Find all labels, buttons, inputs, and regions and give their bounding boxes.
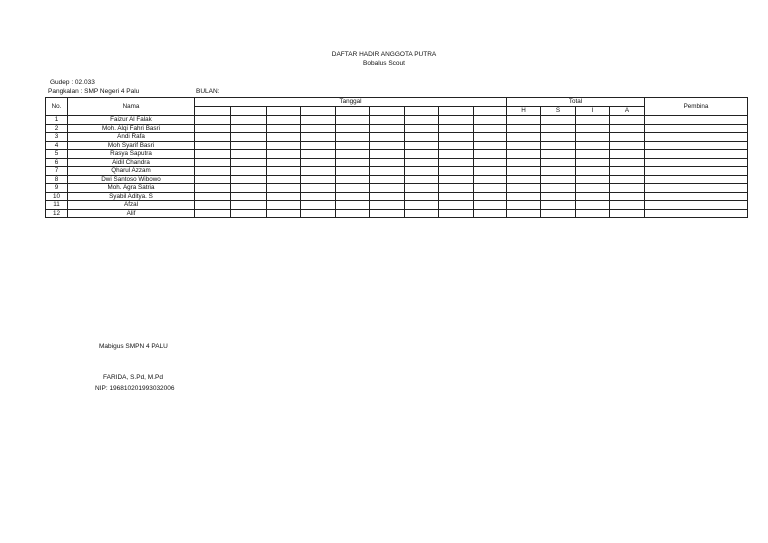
attendance-cell [439,201,474,210]
attendance-cell [231,150,267,159]
attendance-cell [610,150,645,159]
document-title: DAFTAR HADIR ANGGOTA PUTRA [331,51,437,58]
attendance-cell [336,167,370,176]
pangkalan-label: Pangkalan : SMP Negeri 4 Palu [48,88,140,95]
tanggal-cell [474,107,507,116]
attendance-cell [541,192,576,201]
attendance-cell [507,175,541,184]
attendance-cell [439,158,474,167]
attendance-cell [576,150,610,159]
attendance-cell [231,175,267,184]
table-row [46,133,748,142]
attendance-cell [439,184,474,193]
table-row [46,201,748,210]
col-pembina-header: Pembina [645,98,748,116]
attendance-cell [405,124,439,133]
attendance-cell [439,167,474,176]
attendance-cell [541,150,576,159]
attendance-cell [231,184,267,193]
signature-name: FARIDA, S.Pd, M.Pd [103,374,163,381]
attendance-cell [610,192,645,201]
table-row [46,158,748,167]
attendance-rows [46,116,748,218]
attendance-cell [645,175,748,184]
tanggal-cell [439,107,474,116]
attendance-cell [507,201,541,210]
attendance-cell [507,192,541,201]
attendance-cell [370,116,405,125]
total-s-header: S [541,107,576,116]
attendance-cell [336,133,370,142]
attendance-cell [195,116,231,125]
attendance-cell [301,150,336,159]
attendance-cell [195,184,231,193]
row-nama: Syabil Aditya. S [68,192,195,201]
row-no: 1 [46,116,68,125]
attendance-cell [541,133,576,142]
attendance-cell [231,167,267,176]
attendance-cell [610,184,645,193]
attendance-cell [301,116,336,125]
table-row [46,124,748,133]
col-total-header: Total [507,98,645,107]
attendance-cell [610,167,645,176]
attendance-cell [541,201,576,210]
attendance-cell [195,167,231,176]
attendance-cell [439,124,474,133]
attendance-cell [195,124,231,133]
attendance-cell [541,116,576,125]
attendance-cell [336,184,370,193]
attendance-cell [507,184,541,193]
attendance-cell [576,158,610,167]
attendance-cell [370,167,405,176]
signature-nip: NIP: 196810201993032006 [95,385,175,392]
table-row [46,192,748,201]
attendance-cell [405,175,439,184]
attendance-cell [267,124,301,133]
attendance-cell [370,158,405,167]
attendance-cell [195,192,231,201]
attendance-cell [195,175,231,184]
row-no: 11 [46,201,68,210]
attendance-cell [267,141,301,150]
attendance-cell [405,158,439,167]
attendance-cell [645,158,748,167]
attendance-cell [474,184,507,193]
attendance-cell [645,201,748,210]
attendance-cell [645,150,748,159]
row-nama: Faizur Al Falak [68,116,195,125]
row-no: 12 [46,209,68,218]
attendance-cell [610,124,645,133]
row-no: 4 [46,141,68,150]
attendance-cell [405,116,439,125]
attendance-cell [301,133,336,142]
attendance-cell [474,192,507,201]
attendance-cell [336,124,370,133]
attendance-cell [474,167,507,176]
attendance-cell [267,133,301,142]
attendance-cell [645,192,748,201]
attendance-cell [541,209,576,218]
attendance-cell [610,141,645,150]
tanggal-cell [195,107,231,116]
document-subtitle: Bobalus Scout [363,60,405,67]
attendance-cell [267,167,301,176]
attendance-cell [474,175,507,184]
row-nama: Rasya Saputra [68,150,195,159]
attendance-cell [267,209,301,218]
attendance-cell [405,141,439,150]
attendance-cell [645,209,748,218]
attendance-cell [576,209,610,218]
row-no: 6 [46,158,68,167]
attendance-cell [195,150,231,159]
attendance-cell [370,141,405,150]
tanggal-cell [267,107,301,116]
row-no: 2 [46,124,68,133]
row-no: 3 [46,133,68,142]
attendance-cell [405,184,439,193]
attendance-cell [645,167,748,176]
tanggal-cell [301,107,336,116]
attendance-cell [301,175,336,184]
attendance-cell [576,133,610,142]
attendance-cell [336,116,370,125]
attendance-cell [474,158,507,167]
attendance-cell [301,141,336,150]
row-no: 7 [46,167,68,176]
attendance-cell [267,175,301,184]
row-nama: Moh. Agra Satria [68,184,195,193]
attendance-cell [645,116,748,125]
attendance-cell [370,192,405,201]
attendance-cell [301,184,336,193]
attendance-cell [507,133,541,142]
attendance-cell [576,124,610,133]
attendance-cell [576,116,610,125]
attendance-cell [231,116,267,125]
table-row [46,209,748,218]
attendance-cell [507,209,541,218]
table-row [46,175,748,184]
attendance-cell [336,201,370,210]
tanggal-cell [336,107,370,116]
attendance-cell [231,141,267,150]
attendance-cell [301,201,336,210]
attendance-cell [439,175,474,184]
table-row [46,184,748,193]
row-no: 8 [46,175,68,184]
bulan-label: BULAN: [196,88,220,95]
table-row [46,141,748,150]
attendance-table [45,97,748,218]
attendance-cell [301,192,336,201]
attendance-cell [645,124,748,133]
attendance-cell [195,133,231,142]
attendance-cell [645,133,748,142]
attendance-cell [541,158,576,167]
table-row [46,167,748,176]
attendance-cell [301,167,336,176]
attendance-cell [336,175,370,184]
attendance-cell [576,141,610,150]
attendance-cell [474,150,507,159]
attendance-cell [507,158,541,167]
attendance-cell [474,116,507,125]
attendance-cell [507,167,541,176]
attendance-cell [576,167,610,176]
attendance-cell [370,124,405,133]
attendance-cell [336,150,370,159]
attendance-cell [195,201,231,210]
attendance-cell [507,150,541,159]
row-nama: Andi Rafa [68,133,195,142]
attendance-cell [301,124,336,133]
attendance-cell [541,167,576,176]
attendance-cell [541,175,576,184]
col-tanggal-header: Tanggal [195,98,507,107]
attendance-cell [336,192,370,201]
total-i-header: I [576,107,610,116]
col-no-header: No. [46,98,68,116]
total-h-header: H [507,107,541,116]
attendance-cell [370,133,405,142]
attendance-cell [645,141,748,150]
row-nama: Afzal [68,201,195,210]
attendance-cell [576,201,610,210]
attendance-cell [576,192,610,201]
row-no: 9 [46,184,68,193]
attendance-cell [231,133,267,142]
attendance-cell [267,192,301,201]
attendance-cell [231,201,267,210]
row-nama: Alif [68,209,195,218]
attendance-cell [405,150,439,159]
attendance-cell [439,192,474,201]
attendance-cell [370,175,405,184]
attendance-cell [195,141,231,150]
attendance-cell [439,116,474,125]
attendance-cell [439,141,474,150]
attendance-cell [267,201,301,210]
attendance-cell [336,158,370,167]
attendance-cell [195,209,231,218]
attendance-cell [231,192,267,201]
attendance-cell [405,209,439,218]
attendance-cell [576,175,610,184]
attendance-cell [370,150,405,159]
attendance-cell [231,209,267,218]
attendance-cell [474,201,507,210]
total-a-header: A [610,107,645,116]
attendance-cell [610,116,645,125]
attendance-cell [370,184,405,193]
attendance-cell [439,150,474,159]
attendance-cell [610,209,645,218]
attendance-cell [267,116,301,125]
attendance-cell [439,209,474,218]
row-no: 5 [46,150,68,159]
row-nama: Moh. Alqi Fahri Basri [68,124,195,133]
attendance-cell [610,201,645,210]
attendance-cell [610,175,645,184]
table-row [46,116,748,125]
row-nama: Moh Syarif Basri [68,141,195,150]
tanggal-cell [231,107,267,116]
attendance-cell [301,158,336,167]
attendance-cell [507,141,541,150]
attendance-cell [541,141,576,150]
attendance-cell [610,133,645,142]
attendance-cell [195,158,231,167]
gudep-label: Gudep : 02.033 [50,79,95,86]
attendance-cell [370,209,405,218]
attendance-cell [405,201,439,210]
attendance-cell [336,209,370,218]
attendance-cell [474,209,507,218]
attendance-cell [267,150,301,159]
attendance-cell [576,184,610,193]
table-row [46,150,748,159]
attendance-cell [231,158,267,167]
tanggal-cell [405,107,439,116]
row-no: 10 [46,192,68,201]
attendance-cell [474,133,507,142]
attendance-cell [439,133,474,142]
attendance-cell [645,184,748,193]
attendance-cell [507,124,541,133]
attendance-cell [336,141,370,150]
signature-role: Mabigus SMPN 4 PALU [99,343,168,350]
col-nama-header: Nama [68,98,195,116]
attendance-cell [370,201,405,210]
attendance-cell [267,158,301,167]
row-nama: Qharul Azzam [68,167,195,176]
attendance-cell [610,158,645,167]
attendance-cell [405,167,439,176]
attendance-cell [474,141,507,150]
attendance-cell [541,124,576,133]
tanggal-cell [370,107,405,116]
attendance-cell [267,184,301,193]
attendance-cell [405,133,439,142]
attendance-cell [507,116,541,125]
row-nama: Dwi Santoso Wibowo [68,175,195,184]
attendance-cell [301,209,336,218]
attendance-cell [474,124,507,133]
attendance-cell [405,192,439,201]
attendance-cell [231,124,267,133]
row-nama: Aidil Chandra [68,158,195,167]
attendance-cell [541,184,576,193]
